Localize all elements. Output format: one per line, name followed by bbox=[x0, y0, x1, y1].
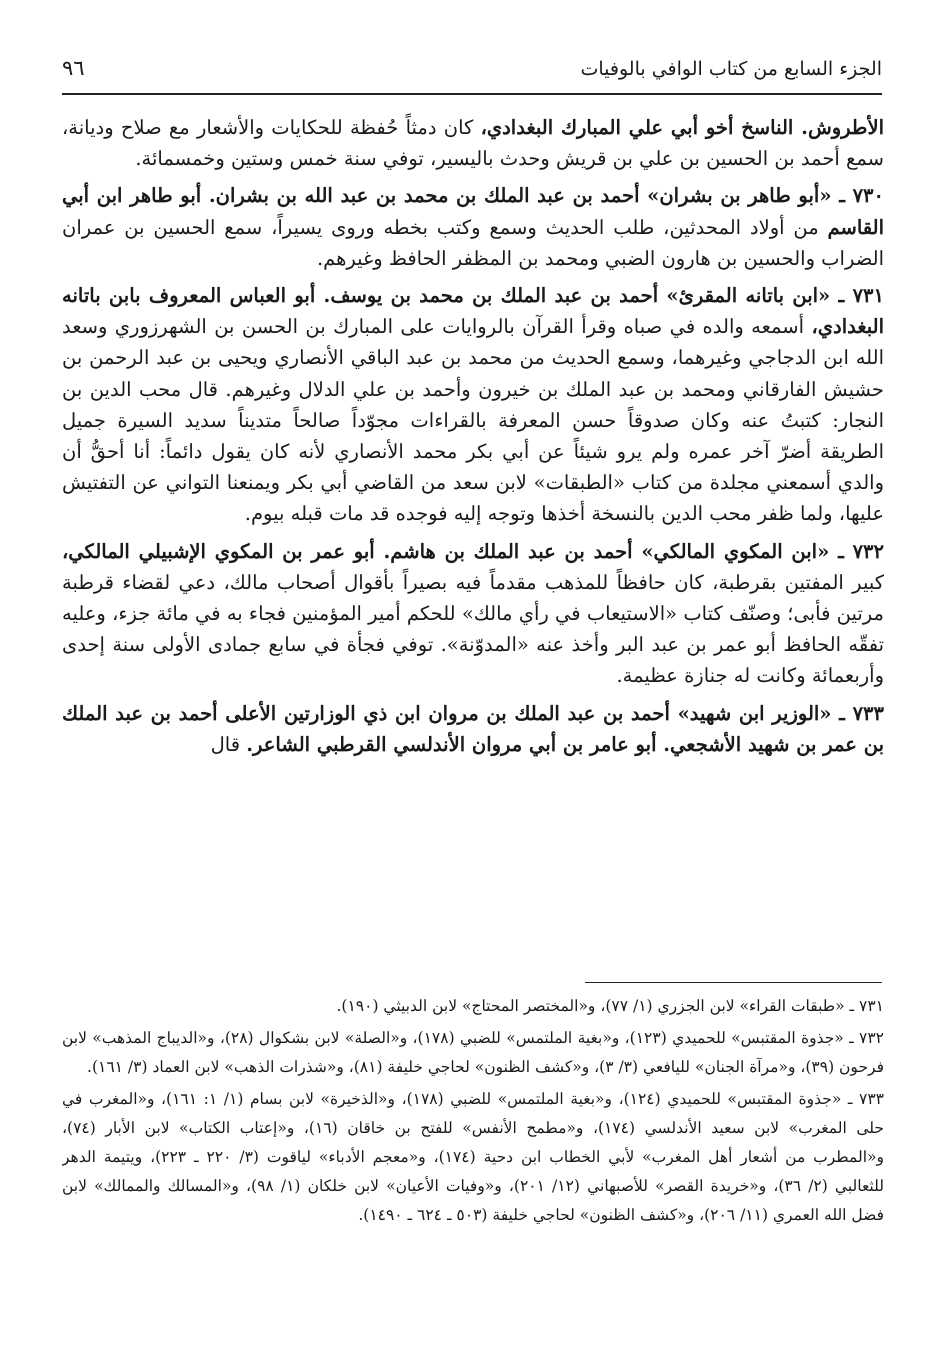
entry-body: قال bbox=[210, 732, 247, 756]
entry-body: أسمعه والده في صباه وقرأ القرآن بالروايات على المبارك بن الحسن بن الشهرزوري وسعد الله ابن الدجاجي وغيرهما، وسمع الحديث من محمد بن عبد الباقي الأنصاري ويحيى بن عبد الرحمن بن حشيش الفارقاني ومحمد بن عبد الملك بن خيرون وأحمد بن علي الدلال وغيرهم. قال محب الدين بن النجار: كتبتُ عنه وكان صدوقاً حسن المعرفة بالقراءات مجوّداً صالحاً متديناً سديد السيرة جميل الطريقة أضرّ آخر عمره ولم يرو شيئاً عن أبي بكر محمد الأنصاري لأنه كان يقول دائماً: أنا أحقُّ أن والدي أسمعني مجلدة من كتاب «الطبقات» لابن سعد من القاضي أبي بكر ويمنعنا التواني عن التفتيش عليها، ولما ظفر محب الدين بالنسخة أخذها وتوجه إليه فوجده قد مات قبله بيوم. bbox=[62, 315, 884, 526]
entry-heading: الأطروش. الناسخ أخو أبي علي المبارك البغدادي، bbox=[480, 116, 884, 139]
footnote-divider bbox=[585, 982, 882, 983]
entry-body: كبير المفتين بقرطبة، كان حافظاً للمذهب مقدماً فيه بصيراً بأقوال أصحاب مالك، دعي لقضاء قرطبة مرتين فأبى؛ وصنّف كتاب «الاستيعاب في رأي مالك» للحكم أمير المؤمنين فجاء به في مائة جزء، وعليه تفقّه الحافظ أبو عمر بن عبد البر وأخذ عنه «المدوّنة». توفي فجأة في سابع جمادى الأولى سنة إحدى وأربعمائة وكانت له جنازة عظيمة. bbox=[62, 570, 884, 688]
entry-730 bbox=[62, 180, 884, 274]
header-divider bbox=[62, 93, 882, 95]
entry-heading: ٧٣٣ ـ «الوزير ابن شهيد» أحمد بن عبد الملك بن مروان ابن ذي الوزارتين الأعلى أحمد بن عبد الملك بن عمر بن شهيد الأشجعي. أبو عامر بن أبي مروان الأندلسي القرطبي الشاعر. bbox=[62, 701, 884, 756]
footnote-733: ٧٣٣ ـ «جذوة المقتبس» للحميدي (١٢٤)، و«بغية الملتمس» للضبي (١٧٨)، و«الذخيرة» لابن بسام (١/ ١: ١٦١)، و«المغرب في حلى المغرب» لابن سعيد الأندلسي (١٧٤)، و«مطمح الأنفس» للفتح بن خاقان (١٦)، و«إعتاب الكتاب» لابن الأبار (٧٤)، و«المطرب من أشعار أهل المغرب» لأبي الخطاب ابن دحية (١٧٤)، و«معجم الأدباء» لياقوت (٣/ ٢٢٠ ـ ٢٢٣)، ويتيمة الدهر للثعالبي (٢/ ٣٦)، و«خريدة القصر» للأصبهاني (١٢/ ٢٠١)، و«وفيات الأعيان» لابن خلكان (١/ ٩٨)، و«المسالك والممالك» لابن فضل الله العمري (١١/ ٢٠٦)، و«كشف الظنون» لحاجي خليفة (٥٠٣ ـ ٦٢٤ ـ ١٤٩٠). bbox=[62, 1090, 884, 1224]
entry-733 bbox=[62, 698, 884, 760]
entry-heading: ٧٣٢ ـ «ابن المكوي المالكي» أحمد بن عبد الملك بن هاشم. أبو عمر بن المكوي الإشبيلي المالكي، bbox=[62, 539, 884, 563]
page-header bbox=[62, 50, 882, 92]
page-number: ٩٦ bbox=[62, 56, 85, 80]
footnotes bbox=[62, 992, 884, 1322]
entry-heading: ٧٣٠ ـ «أبو طاهر بن بشران» أحمد بن عبد الملك بن محمد بن عبد الله بن بشران. أبو طاهر ابن أبي القاسم bbox=[62, 184, 884, 239]
entry-731 bbox=[62, 280, 884, 530]
entry-732 bbox=[62, 536, 884, 692]
entry-heading: ٧٣١ ـ «ابن باتانه المقرئ» أحمد بن عبد الملك بن محمد بن يوسف. أبو العباس المعروف بابن باتانه البغدادي، bbox=[62, 284, 884, 339]
footnote-732: ٧٣٢ ـ «جذوة المقتبس» للحميدي (١٢٣)، و«بغية الملتمس» للضبي (١٧٨)، و«الصلة» لابن بشكوال (٢٨)، و«الديباج المذهب» لابن فرحون (٣٩)، و«مرآة الجنان» لليافعي (٣/ ٣)، و«كشف الظنون» لحاجي خليفة (٨١)، و«شذرات الذهب» لابن العماد (٣/ ١٦١). bbox=[62, 1029, 884, 1076]
running-title: الجزء السابع من كتاب الوافي بالوفيات bbox=[580, 58, 882, 80]
entry-body: كان دمثاً حُفظة للحكايات والأشعار مع صلاح وديانة، سمع أحمد بن الحسين بن علي بن قريش وحدث باليسير، توفي سنة خمس وستين وخمسمائة. bbox=[62, 116, 884, 171]
footnote-731: ٧٣١ ـ «طبقات القراء» لابن الجزري (١/ ٧٧)، و«المختصر المحتاج» لابن الدبيثي (١٩٠). bbox=[336, 997, 884, 1015]
entry-continuation bbox=[62, 112, 884, 174]
main-text bbox=[62, 112, 884, 967]
entry-body: من أولاد المحدثين، طلب الحديث وسمع وكتب بخطه وروى يسيراً، سمع الحسين بن عمران الضراب والحسين بن هارون الضبي ومحمد بن المظفر الحافظ وغيرهم. bbox=[62, 215, 884, 270]
